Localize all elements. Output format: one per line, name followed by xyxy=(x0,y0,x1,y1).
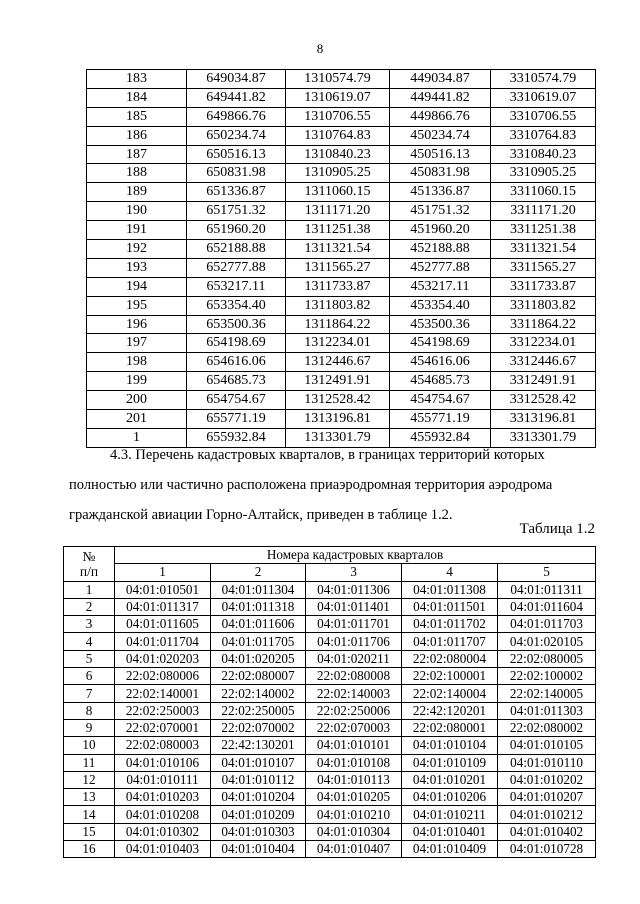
table-cell: 04:01:010109 xyxy=(402,754,498,771)
table-cell: 3313301.79 xyxy=(491,428,596,447)
table-cell: 1311733.87 xyxy=(286,277,390,296)
table-cell: 453217.11 xyxy=(390,277,491,296)
table-cell: 454685.73 xyxy=(390,372,491,391)
table-cell: 649034.87 xyxy=(187,70,286,89)
table-cell: 183 xyxy=(87,70,187,89)
table-cell: 22:02:250005 xyxy=(211,702,306,719)
table-cell: 22:02:080004 xyxy=(402,650,498,667)
table-cell: 652188.88 xyxy=(187,240,286,259)
table-cell: 3312234.01 xyxy=(491,334,596,353)
table-row xyxy=(64,737,596,754)
table-cell: 04:01:010409 xyxy=(402,841,498,858)
table-cell: 1310840.23 xyxy=(286,145,390,164)
table-row xyxy=(64,598,596,615)
table-cell: 1310764.83 xyxy=(286,126,390,145)
table-cell: 04:01:011317 xyxy=(115,598,211,615)
table-cell: 8 xyxy=(64,702,115,719)
table-cell: 454616.06 xyxy=(390,353,491,372)
table-cell: 22:02:080002 xyxy=(498,719,596,736)
table-cell: 04:01:010207 xyxy=(498,789,596,806)
table-cell: 04:01:011605 xyxy=(115,616,211,633)
table-cell: 04:01:011705 xyxy=(211,633,306,650)
paragraph-line: гражданской авиации Горно-Алтайск, приведен в таблице 1.2. xyxy=(69,507,453,523)
table-cell: 1 xyxy=(64,581,115,598)
table-cell: 449866.76 xyxy=(390,107,491,126)
table-cell: 22:02:080006 xyxy=(115,668,211,685)
table-cell: 1313301.79 xyxy=(286,428,390,447)
table-row xyxy=(64,702,596,719)
table-cell: 04:01:011304 xyxy=(211,581,306,598)
table-cell: 04:01:010401 xyxy=(402,823,498,840)
cadastral-quarters-table xyxy=(63,546,596,858)
table-row xyxy=(87,277,596,296)
table-row xyxy=(87,334,596,353)
table-cell: 651960.20 xyxy=(187,221,286,240)
table-cell: 04:01:011318 xyxy=(211,598,306,615)
table-cell: 3311251.38 xyxy=(491,221,596,240)
table-cell: 1311565.27 xyxy=(286,258,390,277)
table-row xyxy=(87,164,596,183)
table-cell: 15 xyxy=(64,823,115,840)
table-cell: 454754.67 xyxy=(390,391,491,410)
table-cell: 3310905.25 xyxy=(491,164,596,183)
table-cell: 188 xyxy=(87,164,187,183)
table-cell: 186 xyxy=(87,126,187,145)
table-cell: 14 xyxy=(64,806,115,823)
table-cell: 451336.87 xyxy=(390,183,491,202)
table-cell: 04:01:010728 xyxy=(498,841,596,858)
table-cell: 13 xyxy=(64,789,115,806)
table-cell: 3310619.07 xyxy=(491,88,596,107)
table-cell: 3312528.42 xyxy=(491,391,596,410)
table-cell: 04:01:010203 xyxy=(115,789,211,806)
table-cell: 191 xyxy=(87,221,187,240)
table-row xyxy=(87,202,596,221)
table-row xyxy=(87,391,596,410)
table-cell: 04:01:010403 xyxy=(115,841,211,858)
table-cell: 185 xyxy=(87,107,187,126)
page-number: 8 xyxy=(316,41,324,56)
table-cell: 04:01:010108 xyxy=(306,754,402,771)
column-group-header: Номера кадастровых кварталов xyxy=(115,547,596,564)
table-cell: 653500.36 xyxy=(187,315,286,334)
table-cell: 1 xyxy=(87,428,187,447)
table-cell: 654198.69 xyxy=(187,334,286,353)
table-cell: 04:01:011604 xyxy=(498,598,596,615)
table-cell: 3312446.67 xyxy=(491,353,596,372)
table-cell: 653217.11 xyxy=(187,277,286,296)
table-row xyxy=(87,258,596,277)
table-cell: 189 xyxy=(87,183,187,202)
table-cell: 193 xyxy=(87,258,187,277)
table-cell: 1312491.91 xyxy=(286,372,390,391)
table-cell: 04:01:011303 xyxy=(498,702,596,719)
column-header: 4 xyxy=(402,564,498,581)
table-caption: Таблица 1.2 xyxy=(519,521,595,537)
table-row xyxy=(87,315,596,334)
column-header: 3 xyxy=(306,564,402,581)
table-cell: 1311251.38 xyxy=(286,221,390,240)
table-cell: 452188.88 xyxy=(390,240,491,259)
table-cell: 184 xyxy=(87,88,187,107)
table-cell: 04:01:010212 xyxy=(498,806,596,823)
table-row xyxy=(64,616,596,633)
table-cell: 3311733.87 xyxy=(491,277,596,296)
table-cell: 22:02:080005 xyxy=(498,650,596,667)
table-cell: 04:01:010201 xyxy=(402,771,498,788)
table-cell: 651751.32 xyxy=(187,202,286,221)
table-cell: 198 xyxy=(87,353,187,372)
table-cell: 04:01:010110 xyxy=(498,754,596,771)
table-cell: 22:42:130201 xyxy=(211,737,306,754)
table-cell: 454198.69 xyxy=(390,334,491,353)
table-cell: 196 xyxy=(87,315,187,334)
table-cell: 3310574.79 xyxy=(491,70,596,89)
table-row xyxy=(87,183,596,202)
table-cell: 12 xyxy=(64,771,115,788)
table-cell: 4 xyxy=(64,633,115,650)
table-cell: 04:01:010104 xyxy=(402,737,498,754)
table-cell: 04:01:010107 xyxy=(211,754,306,771)
table-row xyxy=(64,754,596,771)
table-cell: 451751.32 xyxy=(390,202,491,221)
table-cell: 04:01:020205 xyxy=(211,650,306,667)
table-cell: 22:02:140003 xyxy=(306,685,402,702)
section-4-3-paragraph xyxy=(69,440,595,530)
table-cell: 04:01:010208 xyxy=(115,806,211,823)
table-cell: 04:01:011308 xyxy=(402,581,498,598)
table-cell: 04:01:020211 xyxy=(306,650,402,667)
table-cell: 195 xyxy=(87,296,187,315)
paragraph-line: полностью или частично расположена приаэродромная территория аэродрома xyxy=(69,477,553,493)
table-cell: 3311321.54 xyxy=(491,240,596,259)
table-cell: 04:01:010113 xyxy=(306,771,402,788)
table-cell: 22:02:250006 xyxy=(306,702,402,719)
column-header: 5 xyxy=(498,564,596,581)
table-cell: 04:01:010106 xyxy=(115,754,211,771)
table-cell: 04:01:010202 xyxy=(498,771,596,788)
table-cell: 3311060.15 xyxy=(491,183,596,202)
table-cell: 649441.82 xyxy=(187,88,286,107)
table-cell: 04:01:010304 xyxy=(306,823,402,840)
table-cell: 1311864.22 xyxy=(286,315,390,334)
table-cell: 04:01:010101 xyxy=(306,737,402,754)
table-cell: 451960.20 xyxy=(390,221,491,240)
table-cell: 04:01:011704 xyxy=(115,633,211,650)
table-cell: 04:01:020203 xyxy=(115,650,211,667)
table-cell: 200 xyxy=(87,391,187,410)
column-header: 1 xyxy=(115,564,211,581)
table-cell: 04:01:010205 xyxy=(306,789,402,806)
table-cell: 22:02:100002 xyxy=(498,668,596,685)
table-cell: 04:01:011311 xyxy=(498,581,596,598)
table-cell: 04:01:010501 xyxy=(115,581,211,598)
table-cell: 04:01:011706 xyxy=(306,633,402,650)
table-cell: 04:01:010407 xyxy=(306,841,402,858)
table-row xyxy=(64,668,596,685)
table-row xyxy=(87,410,596,429)
table-cell: 04:01:011703 xyxy=(498,616,596,633)
table-cell: 654754.67 xyxy=(187,391,286,410)
table-cell: 655932.84 xyxy=(187,428,286,447)
table-cell: 22:42:120201 xyxy=(402,702,498,719)
column-header-number xyxy=(64,547,115,582)
table-cell: 04:01:010206 xyxy=(402,789,498,806)
table-cell: 453354.40 xyxy=(390,296,491,315)
table-cell: 04:01:011701 xyxy=(306,616,402,633)
table-cell: 654616.06 xyxy=(187,353,286,372)
table-cell: 2 xyxy=(64,598,115,615)
table-cell: 11 xyxy=(64,754,115,771)
table-row xyxy=(64,581,596,598)
table-cell: 04:01:010210 xyxy=(306,806,402,823)
table-cell: 22:02:080001 xyxy=(402,719,498,736)
table-row xyxy=(87,70,596,89)
table-cell: 7 xyxy=(64,685,115,702)
table-cell: 04:01:010303 xyxy=(211,823,306,840)
table-row xyxy=(87,126,596,145)
table-cell: 3312491.91 xyxy=(491,372,596,391)
table-cell: 3311803.82 xyxy=(491,296,596,315)
cadastral-quarters-table-body xyxy=(64,581,596,858)
table-cell: 1311803.82 xyxy=(286,296,390,315)
table-cell: 3313196.81 xyxy=(491,410,596,429)
table-cell: 04:01:011501 xyxy=(402,598,498,615)
table-cell: 22:02:140005 xyxy=(498,685,596,702)
header-number-abbrev: п/п xyxy=(79,563,99,579)
table-cell: 194 xyxy=(87,277,187,296)
table-cell: 22:02:080008 xyxy=(306,668,402,685)
column-header: 2 xyxy=(211,564,306,581)
table-cell: 653354.40 xyxy=(187,296,286,315)
table-cell: 22:02:140001 xyxy=(115,685,211,702)
table-cell: 3311171.20 xyxy=(491,202,596,221)
coordinates-table-body xyxy=(87,70,596,448)
table-row xyxy=(64,823,596,840)
header-number-sign: № xyxy=(82,548,96,564)
table-cell: 1310619.07 xyxy=(286,88,390,107)
table-cell: 22:02:070001 xyxy=(115,719,211,736)
table-cell: 04:01:010404 xyxy=(211,841,306,858)
table-cell: 650831.98 xyxy=(187,164,286,183)
table-cell: 04:01:020105 xyxy=(498,633,596,650)
table-cell: 651336.87 xyxy=(187,183,286,202)
table-cell: 449441.82 xyxy=(390,88,491,107)
table-cell: 3311565.27 xyxy=(491,258,596,277)
table-cell: 22:02:140004 xyxy=(402,685,498,702)
table-row xyxy=(64,633,596,650)
table-cell: 22:02:070002 xyxy=(211,719,306,736)
table-cell: 649866.76 xyxy=(187,107,286,126)
table-cell: 04:01:011306 xyxy=(306,581,402,598)
table-cell: 3310840.23 xyxy=(491,145,596,164)
table-row xyxy=(64,841,596,858)
table-cell: 3311864.22 xyxy=(491,315,596,334)
table-cell: 450516.13 xyxy=(390,145,491,164)
table-cell: 455932.84 xyxy=(390,428,491,447)
table-cell: 04:01:010111 xyxy=(115,771,211,788)
table-cell: 450234.74 xyxy=(390,126,491,145)
table-cell: 04:01:010209 xyxy=(211,806,306,823)
table-cell: 197 xyxy=(87,334,187,353)
table-cell: 04:01:010105 xyxy=(498,737,596,754)
table-row xyxy=(64,719,596,736)
table-cell: 04:01:011702 xyxy=(402,616,498,633)
table-row xyxy=(87,221,596,240)
coordinates-table xyxy=(86,69,596,448)
table-cell: 04:01:010204 xyxy=(211,789,306,806)
paragraph-line: 4.3. Перечень кадастровых кварталов, в границах территорий которых xyxy=(110,447,545,463)
table-cell: 22:02:070003 xyxy=(306,719,402,736)
table-cell: 22:02:100001 xyxy=(402,668,498,685)
table-cell: 1310706.55 xyxy=(286,107,390,126)
table-cell: 1311171.20 xyxy=(286,202,390,221)
table-cell: 22:02:080007 xyxy=(211,668,306,685)
table-cell: 04:01:010211 xyxy=(402,806,498,823)
table-row xyxy=(64,806,596,823)
table-cell: 1313196.81 xyxy=(286,410,390,429)
table-cell: 650234.74 xyxy=(187,126,286,145)
table-row xyxy=(87,88,596,107)
table-cell: 1310574.79 xyxy=(286,70,390,89)
table-cell: 1310905.25 xyxy=(286,164,390,183)
table-cell: 1312446.67 xyxy=(286,353,390,372)
table-row xyxy=(87,353,596,372)
table-cell: 3310764.83 xyxy=(491,126,596,145)
table-cell: 22:02:140002 xyxy=(211,685,306,702)
table-cell: 652777.88 xyxy=(187,258,286,277)
table-cell: 04:01:011707 xyxy=(402,633,498,650)
table-cell: 04:01:011606 xyxy=(211,616,306,633)
table-cell: 190 xyxy=(87,202,187,221)
table-cell: 187 xyxy=(87,145,187,164)
table-cell: 453500.36 xyxy=(390,315,491,334)
table-row xyxy=(87,145,596,164)
table-cell: 655771.19 xyxy=(187,410,286,429)
table-row xyxy=(64,789,596,806)
table-cell: 04:01:011401 xyxy=(306,598,402,615)
table-cell: 16 xyxy=(64,841,115,858)
table-row xyxy=(87,372,596,391)
table-cell: 04:01:010112 xyxy=(211,771,306,788)
table-cell: 455771.19 xyxy=(390,410,491,429)
table-cell: 04:01:010302 xyxy=(115,823,211,840)
table-cell: 199 xyxy=(87,372,187,391)
table-row xyxy=(87,240,596,259)
table-cell: 201 xyxy=(87,410,187,429)
table-cell: 6 xyxy=(64,668,115,685)
table-cell: 449034.87 xyxy=(390,70,491,89)
table-cell: 10 xyxy=(64,737,115,754)
table-row xyxy=(64,685,596,702)
table-cell: 654685.73 xyxy=(187,372,286,391)
table-cell: 650516.13 xyxy=(187,145,286,164)
table-row xyxy=(87,107,596,126)
table-cell: 1311060.15 xyxy=(286,183,390,202)
table-cell: 04:01:010402 xyxy=(498,823,596,840)
table-cell: 1312528.42 xyxy=(286,391,390,410)
table-cell: 22:02:250003 xyxy=(115,702,211,719)
table-cell: 5 xyxy=(64,650,115,667)
table-row xyxy=(87,296,596,315)
table-row xyxy=(64,650,596,667)
table-cell: 22:02:080003 xyxy=(115,737,211,754)
table-cell: 450831.98 xyxy=(390,164,491,183)
table-row xyxy=(64,771,596,788)
table-cell: 192 xyxy=(87,240,187,259)
table-cell: 9 xyxy=(64,719,115,736)
table-cell: 3 xyxy=(64,616,115,633)
table-cell: 452777.88 xyxy=(390,258,491,277)
table-cell: 1312234.01 xyxy=(286,334,390,353)
table-cell: 1311321.54 xyxy=(286,240,390,259)
table-cell: 3310706.55 xyxy=(491,107,596,126)
table-header-row xyxy=(64,564,596,581)
table-header-row xyxy=(64,547,596,564)
